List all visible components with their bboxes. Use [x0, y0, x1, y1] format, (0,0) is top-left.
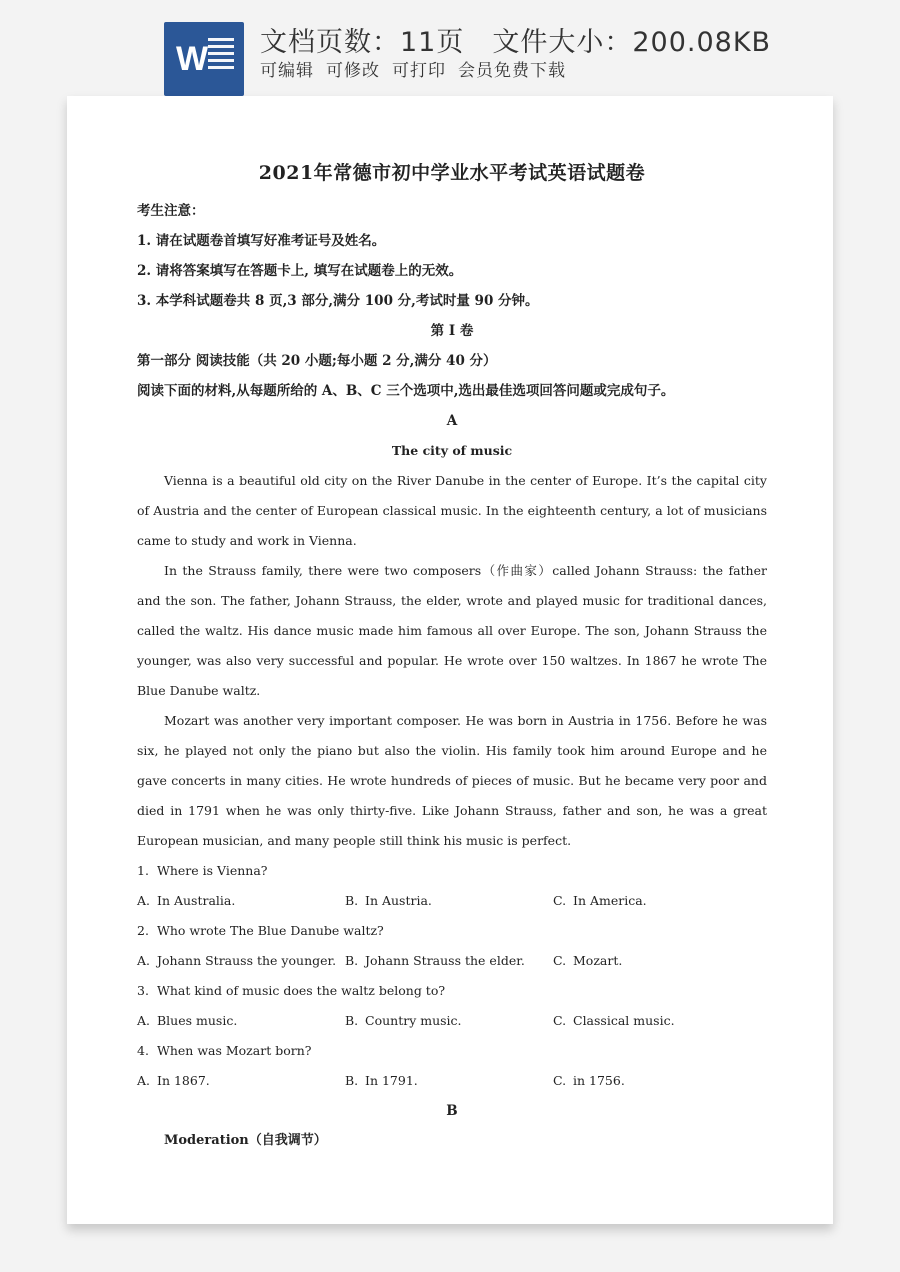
option: [345, 886, 553, 916]
option-text: In Austria.: [365, 893, 432, 908]
passage-paragraph: In the Strauss family, there were two composers（作曲家）called Johann Strauss: the father and the son. The father, Johann Strauss, the elder, wrote and played music for traditional dances, called the waltz. His dance music made him famous all over Europe. The son, Johann Strauss the younger, was also very successful and popular. He wrote over 150 waltzes. In 1867 he wrote The Blue Danube waltz.: [137, 563, 767, 698]
section-b-letter: B: [446, 1103, 458, 1119]
option-letter: C.: [553, 893, 567, 908]
option-letter: A.: [137, 953, 151, 968]
option-text: In Australia.: [157, 893, 236, 908]
option: [137, 886, 345, 916]
question-text: Where is Vienna?: [157, 863, 268, 878]
passage-paragraph: Vienna is a beautiful old city on the River Danube in the center of Europe. It’s the capital city of Austria and the center of European classical music. In the eighteenth century, a lot of musicians came to study and work in Vienna.: [137, 473, 767, 548]
option: [345, 946, 553, 976]
option-text: Classical music.: [573, 1013, 675, 1028]
option-text: Johann Strauss the younger.: [157, 953, 337, 968]
notes-heading: 考生注意：: [137, 203, 205, 219]
section-b-title: Moderation（自我调节）: [164, 1133, 327, 1148]
passage-paragraph: Mozart was another very important composer. He was born in Austria in 1756. Before he was six, he played not only the piano but also the violin. His family took him around Europe and he gave concerts in many cities. He wrote hundreds of pieces of music. But he became very poor and died in 1791 when he was only thirty-five. Like Johann Strauss, father and son, he was a great European musician, and many people still think his music is perfect.: [137, 713, 767, 848]
option: [345, 1006, 553, 1036]
option-row: [137, 946, 767, 976]
document-page: [67, 96, 833, 1224]
feature-member-download: 会员免费下载: [458, 61, 566, 81]
question-number: 1.: [137, 863, 149, 878]
word-document-icon: [164, 22, 244, 96]
feature-printable: 可打印: [392, 61, 446, 81]
option: [553, 1066, 761, 1096]
option-letter: A.: [137, 1013, 151, 1028]
question-number: 2.: [137, 923, 149, 938]
option: [553, 946, 761, 976]
document-title: 2021年常德市初中学业水平考试英语试题卷: [258, 162, 646, 184]
question: [137, 856, 767, 886]
option-text: Johann Strauss the elder.: [365, 953, 525, 968]
question-number: 4.: [137, 1043, 149, 1058]
question-text: Who wrote The Blue Danube waltz?: [157, 923, 384, 938]
option-text: Mozart.: [573, 953, 623, 968]
question: [137, 1036, 767, 1066]
option-letter: C.: [553, 953, 567, 968]
option-letter: C.: [553, 1013, 567, 1028]
word-icon-lines: [208, 38, 234, 80]
option-text: In 1867.: [157, 1073, 210, 1088]
option-row: [137, 1006, 767, 1036]
instruction: 阅读下面的材料,从每题所给的 A、B、C 三个选项中,选出最佳选项回答问题或完成句子。: [137, 383, 675, 399]
option-letter: B.: [345, 1073, 359, 1088]
option-letter: A.: [137, 893, 151, 908]
section-a-letter: A: [446, 413, 458, 429]
option-text: In America.: [573, 893, 647, 908]
question-text: When was Mozart born?: [157, 1043, 312, 1058]
option-letter: B.: [345, 893, 359, 908]
question-text: What kind of music does the waltz belong to?: [157, 983, 446, 998]
option-text: in 1756.: [573, 1073, 625, 1088]
file-info: [260, 20, 771, 59]
option: [137, 1006, 345, 1036]
option: [553, 1006, 761, 1036]
feature-list: [260, 56, 578, 81]
page-count: 文档页数：11页: [260, 27, 465, 58]
note-item: 1. 请在试题卷首填写好准考证号及姓名。: [137, 233, 386, 249]
option-text: Country music.: [365, 1013, 462, 1028]
note-item: 2. 请将答案填写在答题卡上, 填写在试题卷上的无效。: [137, 263, 463, 279]
word-icon-letter: W: [175, 40, 209, 78]
feature-modifiable: 可修改: [326, 61, 380, 81]
question: [137, 976, 767, 1006]
download-banner: [0, 0, 900, 100]
question-number: 3.: [137, 983, 149, 998]
option-text: In 1791.: [365, 1073, 418, 1088]
option-letter: C.: [553, 1073, 567, 1088]
note-item: 3. 本学科试题卷共 8 页,3 部分,满分 100 分,考试时量 90 分钟。: [137, 293, 539, 309]
option-row: [137, 886, 767, 916]
option-letter: B.: [345, 1013, 359, 1028]
question: [137, 916, 767, 946]
option: [345, 1066, 553, 1096]
document-content: [137, 158, 767, 1156]
option: [137, 946, 345, 976]
passage-title: The city of music: [391, 443, 513, 458]
feature-editable: 可编辑: [260, 61, 314, 81]
part-heading: 第一部分 阅读技能（共 20 小题;每小题 2 分,满分 40 分）: [137, 353, 497, 369]
option-row: [137, 1066, 767, 1096]
option-text: Blues music.: [157, 1013, 238, 1028]
option-letter: B.: [345, 953, 359, 968]
file-size: 文件大小：200.08KB: [492, 27, 772, 58]
option: [553, 886, 761, 916]
volume-heading: 第 I 卷: [430, 323, 474, 339]
option: [137, 1066, 345, 1096]
option-letter: A.: [137, 1073, 151, 1088]
